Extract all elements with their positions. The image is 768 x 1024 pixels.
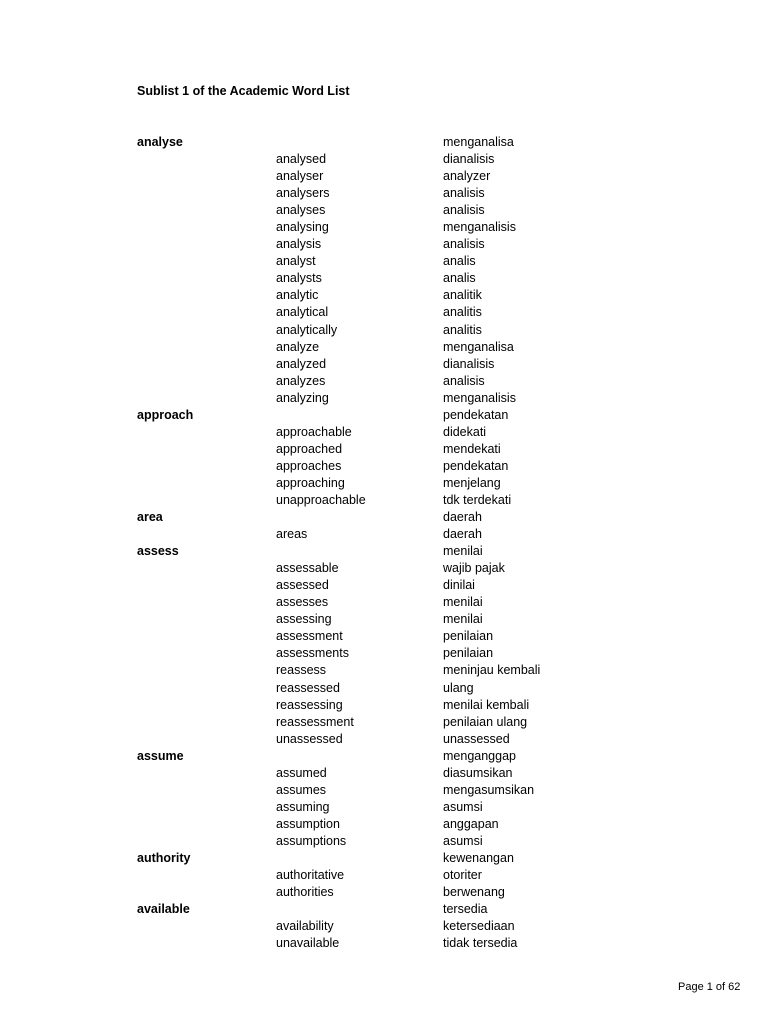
word-form-cell: approached — [276, 441, 343, 456]
translation-cell: dinilai — [443, 578, 475, 593]
table-row — [0, 560, 768, 577]
translation-cell: menganalisis — [443, 390, 516, 405]
word-form-cell: approaches — [276, 458, 342, 473]
table-row — [0, 304, 768, 321]
translation-cell: menjelang — [443, 475, 501, 490]
table-row — [0, 441, 768, 458]
word-form-cell: assumption — [276, 816, 340, 831]
translation-cell: dianalisis — [443, 356, 495, 371]
translation-cell: analitis — [443, 305, 482, 320]
word-form-cell: assessable — [276, 561, 339, 576]
word-form-cell: authoritative — [276, 868, 345, 883]
table-row — [0, 799, 768, 816]
word-form-cell: analyzed — [276, 356, 327, 371]
translation-cell: wajib pajak — [443, 561, 505, 576]
table-row — [0, 492, 768, 509]
translation-cell: mengasumsikan — [443, 782, 535, 797]
word-form-cell: analyst — [276, 254, 316, 269]
word-form-cell: analyses — [276, 203, 326, 218]
translation-cell: penilaian — [443, 629, 494, 644]
word-form-cell: assesses — [276, 595, 329, 610]
word-form-cell: unapproachable — [276, 492, 366, 507]
word-form-cell: analyzes — [276, 373, 326, 388]
table-row — [0, 373, 768, 390]
translation-cell: menganalisis — [443, 220, 516, 235]
translation-cell: ketersediaan — [443, 919, 515, 934]
headword-cell: available — [137, 902, 190, 917]
table-row — [0, 867, 768, 884]
translation-cell: menilai — [443, 544, 483, 559]
translation-cell: berwenang — [443, 885, 505, 900]
translation-cell: daerah — [443, 527, 482, 542]
word-form-cell: analysts — [276, 271, 322, 286]
table-row — [0, 645, 768, 662]
table-row — [0, 901, 768, 918]
table-row — [0, 253, 768, 270]
table-row — [0, 765, 768, 782]
word-form-cell: authorities — [276, 885, 334, 900]
word-form-cell: analysing — [276, 220, 329, 235]
table-row — [0, 748, 768, 765]
translation-cell: ulang — [443, 680, 474, 695]
table-row — [0, 782, 768, 799]
table-row — [0, 424, 768, 441]
word-form-cell: approaching — [276, 475, 345, 490]
table-row — [0, 577, 768, 594]
word-form-cell: analyser — [276, 169, 324, 184]
translation-cell: tersedia — [443, 902, 488, 917]
word-form-cell: approachable — [276, 424, 352, 439]
table-row — [0, 662, 768, 679]
translation-cell: diasumsikan — [443, 765, 513, 780]
word-form-cell: analytic — [276, 288, 319, 303]
table-row — [0, 935, 768, 952]
translation-cell: analisis — [443, 237, 485, 252]
translation-cell: asumsi — [443, 799, 483, 814]
word-form-cell: assessments — [276, 646, 349, 661]
translation-cell: daerah — [443, 510, 482, 525]
translation-cell: menganalisa — [443, 339, 514, 354]
translation-cell: analitik — [443, 288, 482, 303]
translation-cell: analyzer — [443, 169, 491, 184]
word-form-cell: reassessing — [276, 697, 343, 712]
translation-cell: pendekatan — [443, 458, 509, 473]
table-row — [0, 680, 768, 697]
page-number: Page 1 of 62 — [678, 981, 741, 993]
translation-cell: analis — [443, 271, 476, 286]
translation-cell: menganggap — [443, 748, 516, 763]
table-row — [0, 270, 768, 287]
word-form-cell: reassessment — [276, 714, 354, 729]
translation-cell: menganalisa — [443, 135, 514, 149]
headword-cell: approach — [137, 407, 194, 422]
translation-cell: mendekati — [443, 441, 501, 456]
table-row — [0, 714, 768, 731]
table-row — [0, 611, 768, 628]
headword-cell: assume — [137, 748, 184, 763]
table-row — [0, 134, 768, 151]
table-row — [0, 407, 768, 424]
headword-cell: authority — [137, 850, 191, 865]
headword-cell: analyse — [137, 135, 183, 149]
table-row — [0, 526, 768, 543]
word-form-cell: assumes — [276, 782, 327, 797]
table-row — [0, 697, 768, 714]
word-list-table — [0, 134, 768, 952]
table-row — [0, 185, 768, 202]
table-row — [0, 884, 768, 901]
table-row — [0, 594, 768, 611]
table-row — [0, 219, 768, 236]
translation-cell: penilaian ulang — [443, 714, 528, 729]
translation-cell: meninjau kembali — [443, 663, 541, 678]
table-row — [0, 202, 768, 219]
translation-cell: unassessed — [443, 731, 510, 746]
word-form-cell: unassessed — [276, 731, 343, 746]
table-row — [0, 322, 768, 339]
word-form-cell: availability — [276, 919, 334, 934]
table-row — [0, 543, 768, 560]
translation-cell: asumsi — [443, 833, 483, 848]
word-form-cell: assessment — [276, 629, 343, 644]
word-form-cell: assuming — [276, 799, 330, 814]
translation-cell: analis — [443, 254, 476, 269]
table-row — [0, 168, 768, 185]
word-form-cell: analytically — [276, 322, 338, 337]
table-row — [0, 151, 768, 168]
table-row — [0, 287, 768, 304]
word-form-cell: unavailable — [276, 936, 340, 951]
word-form-cell: analyze — [276, 339, 320, 354]
translation-cell: anggapan — [443, 816, 499, 831]
translation-cell: pendekatan — [443, 407, 509, 422]
translation-cell: tidak tersedia — [443, 936, 518, 951]
translation-cell: analisis — [443, 186, 485, 201]
table-row — [0, 628, 768, 645]
word-form-cell: reassessed — [276, 680, 340, 695]
translation-cell: didekati — [443, 424, 487, 439]
word-form-cell: assumptions — [276, 833, 347, 848]
translation-cell: analitis — [443, 322, 482, 337]
table-row — [0, 816, 768, 833]
table-row — [0, 850, 768, 867]
headword-cell: area — [137, 510, 163, 525]
translation-cell: kewenangan — [443, 850, 514, 865]
word-form-cell: analytical — [276, 305, 329, 320]
translation-cell: otoriter — [443, 868, 482, 883]
translation-cell: penilaian — [443, 646, 494, 661]
translation-cell: tdk terdekati — [443, 492, 512, 507]
headword-cell: assess — [137, 544, 179, 559]
table-row — [0, 731, 768, 748]
word-form-cell: analysed — [276, 152, 327, 167]
word-form-cell: reassess — [276, 663, 327, 678]
table-row — [0, 458, 768, 475]
document-title: Sublist 1 of the Academic Word List — [137, 84, 350, 98]
table-row — [0, 475, 768, 492]
translation-cell: menilai — [443, 612, 483, 627]
word-form-cell: assessing — [276, 612, 332, 627]
word-form-cell: analyzing — [276, 390, 329, 405]
word-form-cell: assumed — [276, 765, 327, 780]
table-row — [0, 236, 768, 253]
table-row — [0, 833, 768, 850]
word-form-cell: analysers — [276, 186, 330, 201]
translation-cell: menilai kembali — [443, 697, 530, 712]
table-row — [0, 390, 768, 407]
translation-cell: menilai — [443, 595, 483, 610]
translation-cell: dianalisis — [443, 152, 495, 167]
word-form-cell: assessed — [276, 578, 329, 593]
translation-cell: analisis — [443, 203, 485, 218]
table-row — [0, 339, 768, 356]
word-form-cell: areas — [276, 527, 308, 542]
table-row — [0, 918, 768, 935]
translation-cell: analisis — [443, 373, 485, 388]
table-row — [0, 509, 768, 526]
word-form-cell: analysis — [276, 237, 322, 252]
table-row — [0, 356, 768, 373]
